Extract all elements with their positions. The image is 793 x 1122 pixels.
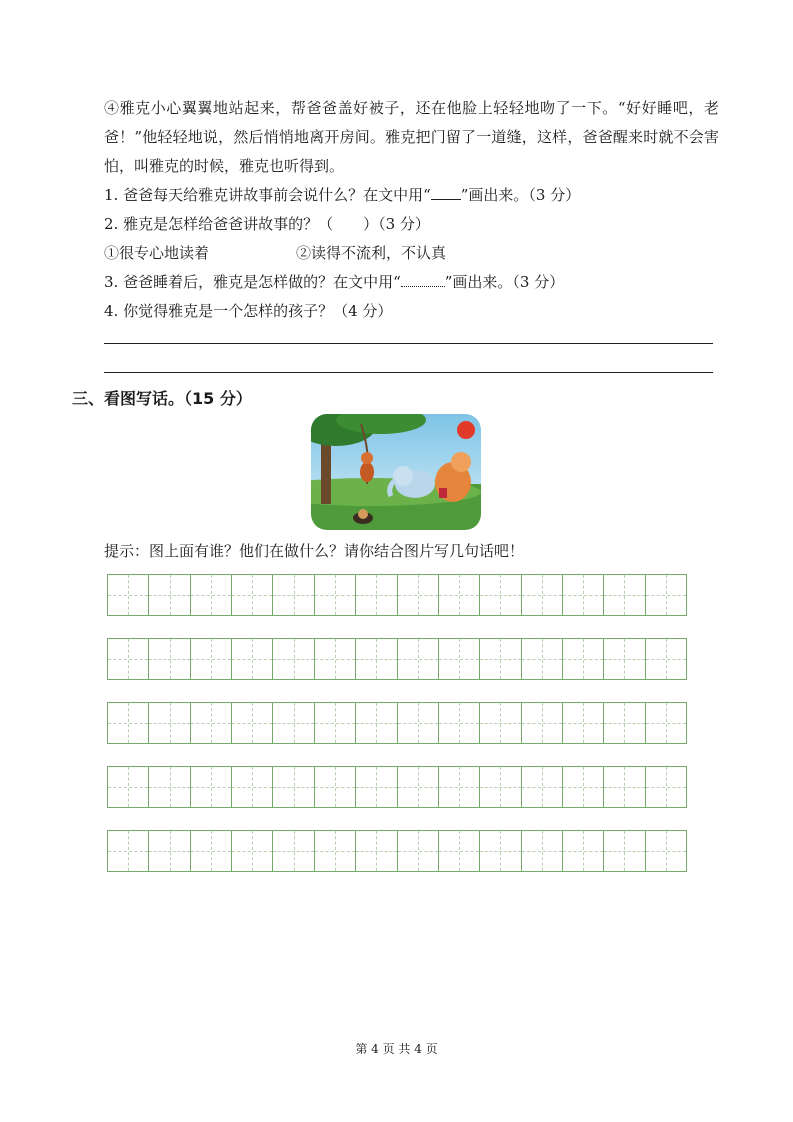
writing-cell[interactable] xyxy=(439,703,480,743)
writing-grid-row xyxy=(107,574,687,616)
writing-grid-row xyxy=(107,702,687,744)
writing-cell[interactable] xyxy=(232,703,273,743)
writing-cell[interactable] xyxy=(273,767,314,807)
writing-grid-row xyxy=(107,766,687,808)
writing-cell[interactable] xyxy=(398,767,439,807)
writing-cell[interactable] xyxy=(398,575,439,615)
question-4: 4. 你觉得雅克是一个怎样的孩子？（4 分） xyxy=(104,302,393,320)
writing-cell[interactable] xyxy=(439,767,480,807)
writing-cell[interactable] xyxy=(646,575,686,615)
writing-cell[interactable] xyxy=(191,831,232,871)
writing-cell[interactable] xyxy=(315,831,356,871)
writing-cell[interactable] xyxy=(522,703,563,743)
answer-line-2[interactable] xyxy=(104,372,713,373)
writing-cell[interactable] xyxy=(149,767,190,807)
writing-cell[interactable] xyxy=(149,639,190,679)
writing-cell[interactable] xyxy=(646,639,686,679)
writing-cell[interactable] xyxy=(315,703,356,743)
answer-line-1[interactable] xyxy=(104,343,713,344)
writing-cell[interactable] xyxy=(604,639,645,679)
writing-cell[interactable] xyxy=(273,639,314,679)
writing-cell[interactable] xyxy=(149,575,190,615)
story-picture xyxy=(311,414,481,530)
writing-cell[interactable] xyxy=(646,831,686,871)
writing-cell[interactable] xyxy=(356,639,397,679)
writing-hint: 提示：图上面有谁？他们在做什么？请你结合图片写几句话吧！ xyxy=(104,542,525,560)
writing-cell[interactable] xyxy=(480,831,521,871)
writing-cell[interactable] xyxy=(522,575,563,615)
writing-cell[interactable] xyxy=(356,767,397,807)
writing-cell[interactable] xyxy=(439,639,480,679)
writing-cell[interactable] xyxy=(149,703,190,743)
writing-cell[interactable] xyxy=(356,831,397,871)
writing-cell[interactable] xyxy=(604,703,645,743)
question-3-text: 3. 爸爸睡着后，雅克是怎样做的？在文中用“ xyxy=(104,273,401,291)
question-2-option-1: ①很专心地读着 xyxy=(104,244,210,262)
question-1 xyxy=(104,185,580,205)
writing-cell[interactable] xyxy=(356,575,397,615)
question-3 xyxy=(104,272,564,292)
question-2: 2. 雅克是怎样给爸爸讲故事的？（ ）（3 分） xyxy=(104,215,430,233)
writing-cell[interactable] xyxy=(108,639,149,679)
writing-cell[interactable] xyxy=(439,575,480,615)
writing-cell[interactable] xyxy=(604,575,645,615)
writing-cell[interactable] xyxy=(108,703,149,743)
writing-cell[interactable] xyxy=(480,767,521,807)
writing-cell[interactable] xyxy=(273,703,314,743)
writing-cell[interactable] xyxy=(191,639,232,679)
writing-cell[interactable] xyxy=(563,639,604,679)
writing-cell[interactable] xyxy=(108,831,149,871)
section-3-heading: 三、看图写话。（15 分） xyxy=(72,389,252,408)
writing-cell[interactable] xyxy=(398,639,439,679)
writing-cell[interactable] xyxy=(563,703,604,743)
writing-cell[interactable] xyxy=(191,703,232,743)
writing-cell[interactable] xyxy=(398,703,439,743)
writing-cell[interactable] xyxy=(522,831,563,871)
writing-cell[interactable] xyxy=(273,575,314,615)
writing-cell[interactable] xyxy=(439,831,480,871)
writing-cell[interactable] xyxy=(480,703,521,743)
writing-grid-row xyxy=(107,830,687,872)
writing-cell[interactable] xyxy=(604,767,645,807)
writing-cell[interactable] xyxy=(108,575,149,615)
writing-cell[interactable] xyxy=(108,767,149,807)
question-2-option-2: ②读得不流利，不认真 xyxy=(296,244,447,262)
writing-cell[interactable] xyxy=(480,639,521,679)
writing-cell[interactable] xyxy=(232,831,273,871)
writing-cell[interactable] xyxy=(563,575,604,615)
question-1-tail: ”画出来。（3 分） xyxy=(460,186,581,204)
writing-cell[interactable] xyxy=(646,703,686,743)
writing-grid-row xyxy=(107,638,687,680)
passage-paragraph-4: ④雅克小心翼翼地站起来，帮爸爸盖好被子，还在他脸上轻轻地吻了一下。“好好睡吧，老爸！”他轻轻地说，然后悄悄地离开房间。雅克把门留了一道缝，这样，爸爸醒来时就不会害怕，叫雅克的时候，雅克也听得到。 xyxy=(104,99,719,175)
writing-cell[interactable] xyxy=(232,575,273,615)
writing-cell[interactable] xyxy=(480,575,521,615)
writing-cell[interactable] xyxy=(149,831,190,871)
page-footer: 第 4 页 共 4 页 xyxy=(355,1042,438,1056)
writing-cell[interactable] xyxy=(604,831,645,871)
writing-cell[interactable] xyxy=(563,767,604,807)
writing-cell[interactable] xyxy=(563,831,604,871)
writing-cell[interactable] xyxy=(646,767,686,807)
writing-cell[interactable] xyxy=(191,575,232,615)
wavy-line-mark xyxy=(401,274,445,287)
writing-cell[interactable] xyxy=(232,767,273,807)
straight-line-mark xyxy=(431,187,461,200)
writing-cell[interactable] xyxy=(273,831,314,871)
writing-cell[interactable] xyxy=(232,639,273,679)
writing-cell[interactable] xyxy=(398,831,439,871)
writing-cell[interactable] xyxy=(522,639,563,679)
writing-cell[interactable] xyxy=(315,767,356,807)
writing-cell[interactable] xyxy=(191,767,232,807)
writing-cell[interactable] xyxy=(315,639,356,679)
writing-cell[interactable] xyxy=(522,767,563,807)
question-1-text: 1. 爸爸每天给雅克讲故事前会说什么？在文中用“ xyxy=(104,186,431,204)
question-3-tail: ”画出来。（3 分） xyxy=(444,273,565,291)
writing-cell[interactable] xyxy=(315,575,356,615)
writing-cell[interactable] xyxy=(356,703,397,743)
